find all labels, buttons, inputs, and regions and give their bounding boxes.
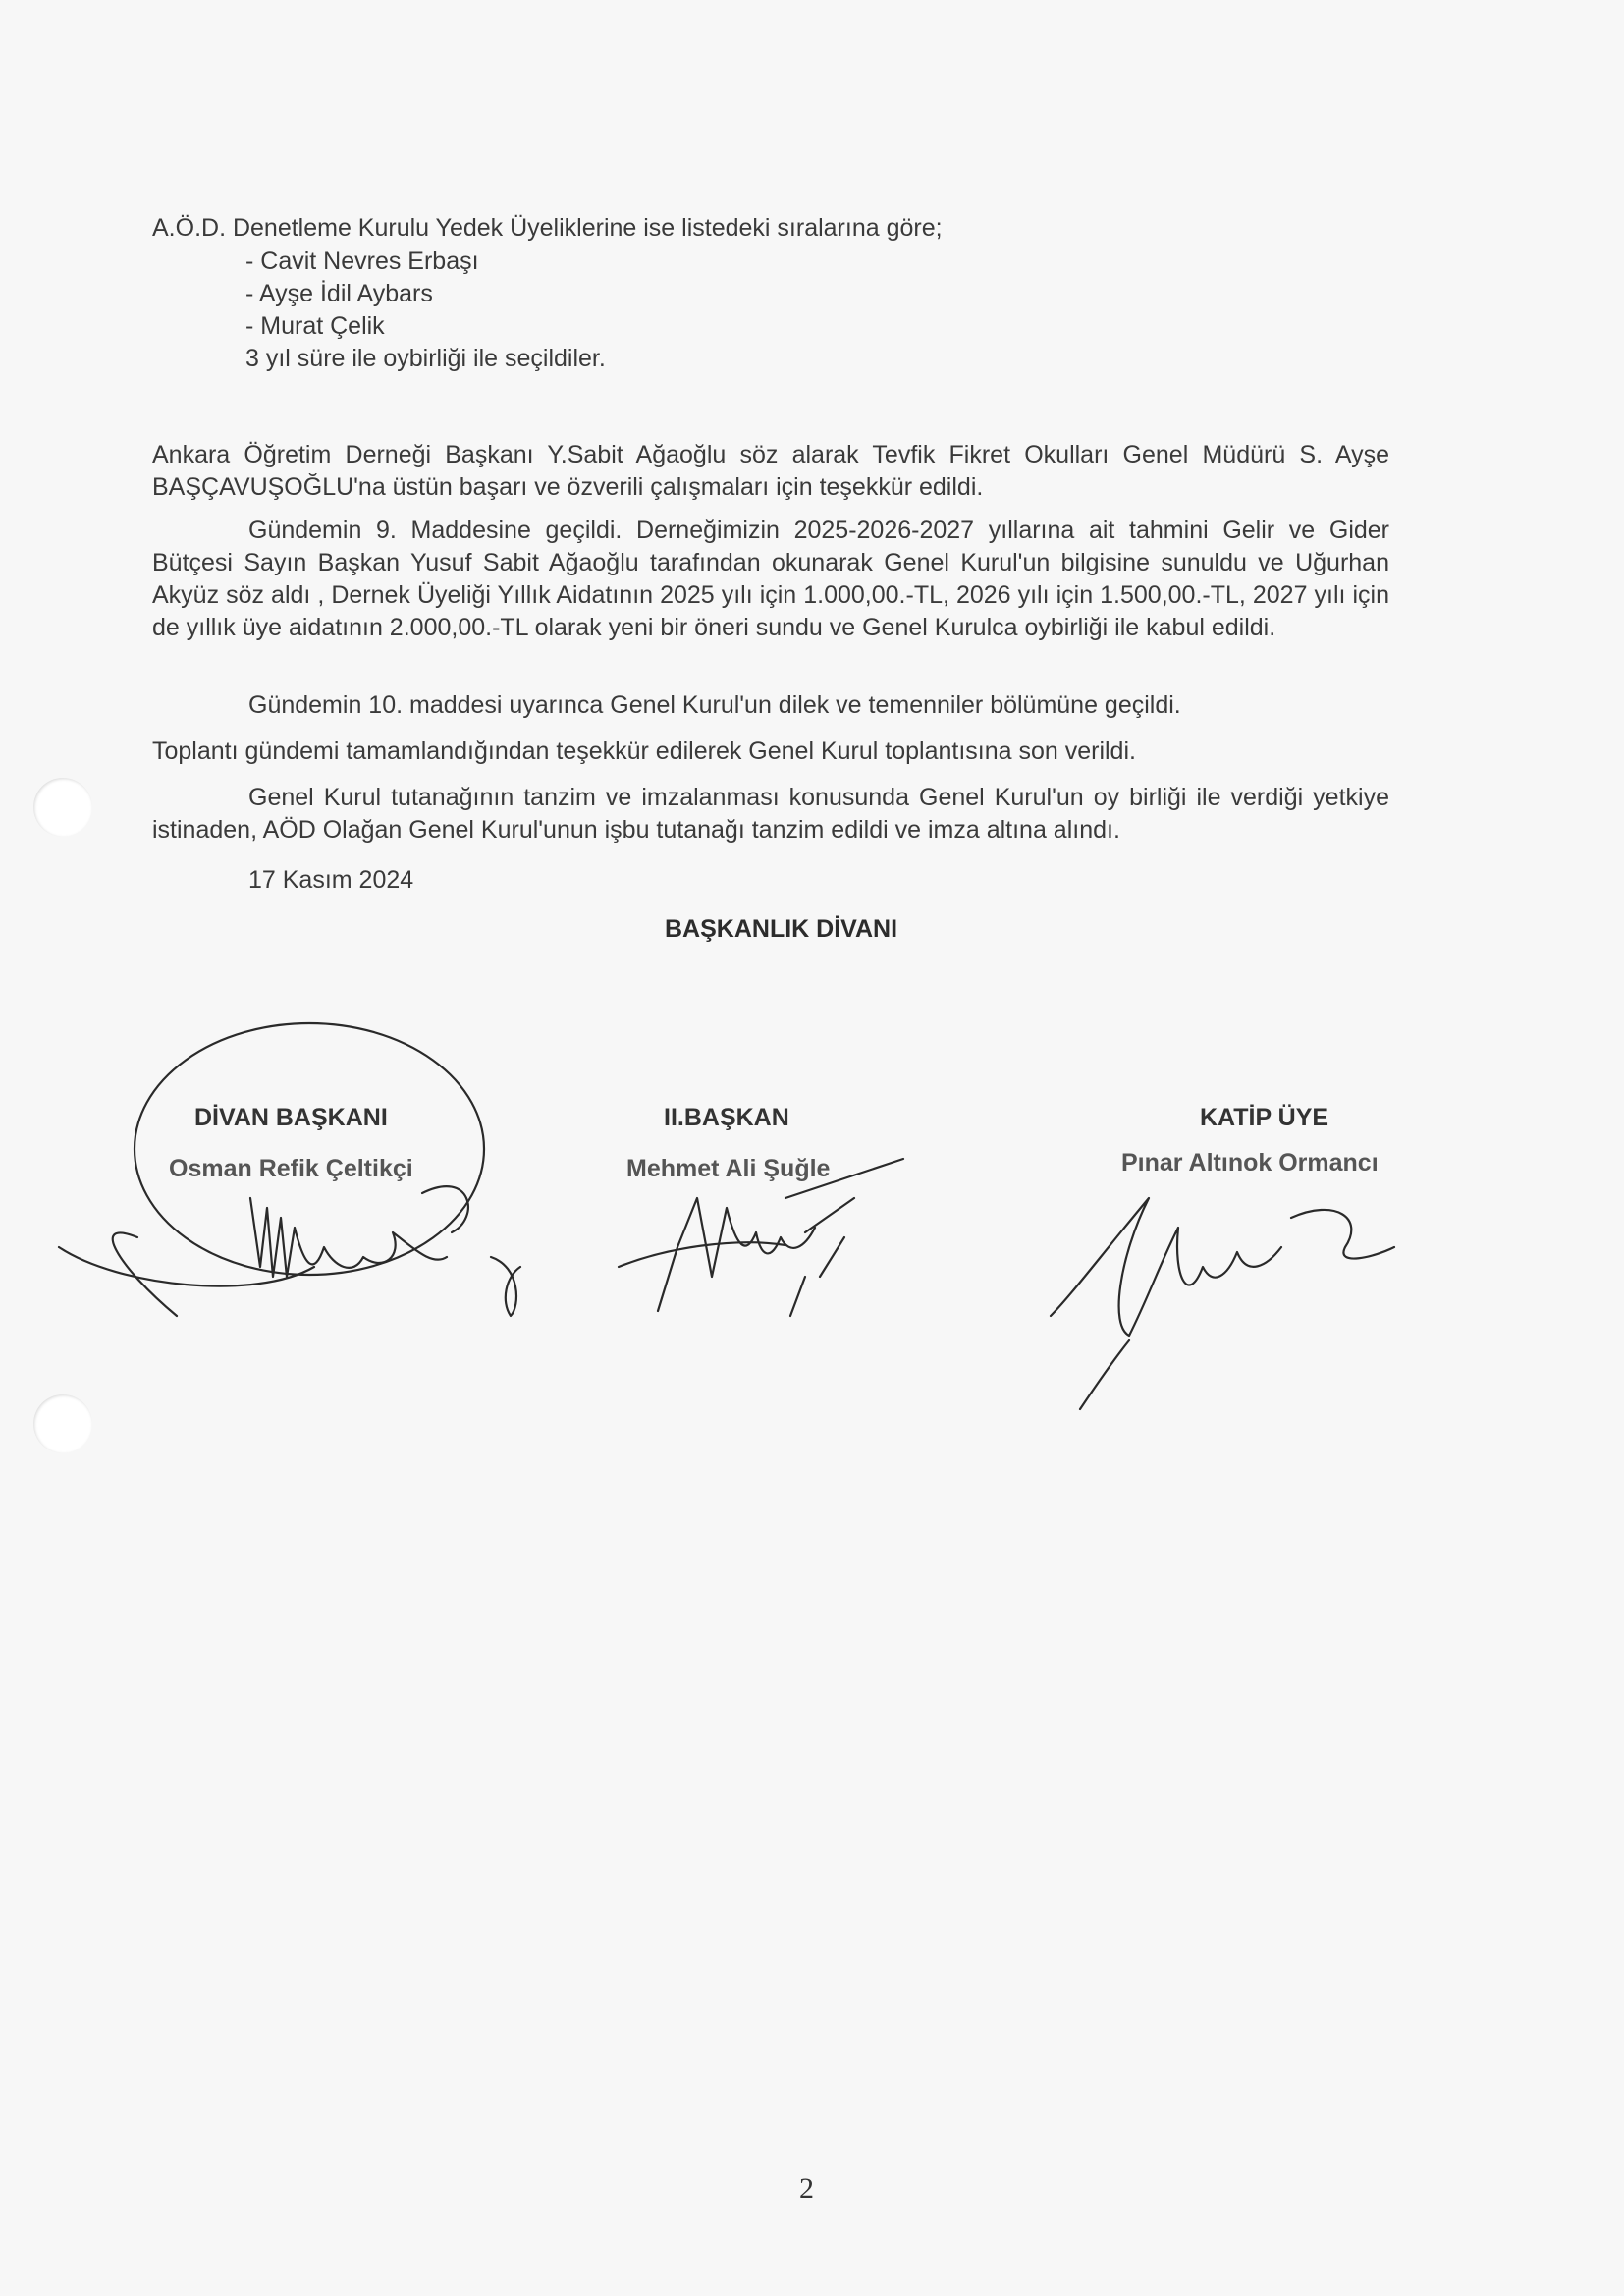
thanks-paragraph: Ankara Öğretim Derneği Başkanı Y.Sabit Ağaoğlu söz alarak Tevfik Fikret Okulları Genel Müdürü S. Ayşe BAŞÇAVUŞOĞLU'na üstün başarı ve özverili çalışmaları için teşekkür edildi.	[152, 441, 1389, 501]
signature-osman-refik-celtikci	[59, 1021, 569, 1316]
signature-pinar-altinok-ormanci	[1041, 1159, 1414, 1414]
signatory-title: DİVAN BAŞKANI	[194, 1104, 388, 1131]
signatory-title: KATİP ÜYE	[1200, 1104, 1329, 1131]
closing-paragraph: Toplantı gündemi tamamlandığından teşekkür edilerek Genel Kurul toplantısına son verildi.	[152, 738, 1136, 765]
signatory-name: Mehmet Ali Şuğle	[626, 1155, 831, 1182]
auditor-member: - Ayşe İdil Aybars	[245, 280, 433, 307]
document-date: 17 Kasım 2024	[248, 866, 414, 894]
auditor-member: - Murat Çelik	[245, 312, 385, 340]
auditors-intro: A.Ö.D. Denetleme Kurulu Yedek Üyeliklerine ise listedeki sıralarına göre;	[152, 214, 943, 242]
signature-mehmet-ali-sugle	[609, 1139, 903, 1336]
signatory-title: II.BAŞKAN	[664, 1104, 789, 1131]
agenda-item-9-paragraph: Gündemin 9. Maddesine geçildi. Derneğimizin 2025-2026-2027 yıllarına ait tahmini Gelir ve Gider Bütçesi Sayın Başkan Yusuf Sabit Ağaoğlu tarafından okunarak Genel Kurul'un bilgisine sunuldu ve Uğurhan Akyüz söz aldı , Dernek Üyeliği Yıllık Aidatının 2025 yılı için 1.000,00.-TL, 2026 yılı için 1.500,00.-TL, 2027 yılı için de yıllık üye aidatının 2.000,00.-TL olarak yeni bir öneri sundu ve Genel Kurulca oybirliği ile kabul edildi.	[152, 517, 1389, 641]
auditors-result: 3 yıl süre ile oybirliği ile seçildiler.	[245, 345, 606, 372]
agenda-item-10-paragraph: Gündemin 10. maddesi uyarınca Genel Kurul'un dilek ve temenniler bölümüne geçildi.	[248, 691, 1181, 719]
punch-hole	[33, 778, 92, 837]
punch-hole	[33, 1394, 92, 1453]
signatory-name: Pınar Altınok Ormancı	[1121, 1149, 1379, 1176]
authority-paragraph: Genel Kurul tutanağının tanzim ve imzalanması konusunda Genel Kurul'un oy birliği ile verdiği yetkiye istinaden, AÖD Olağan Genel Kurul'unun işbu tutanağı tanzim edildi ve imza altına alındı.	[152, 784, 1389, 844]
board-title: BAŞKANLIK DİVANI	[665, 915, 898, 943]
auditor-member: - Cavit Nevres Erbaşı	[245, 247, 479, 275]
page-number: 2	[799, 2172, 814, 2205]
signatory-name: Osman Refik Çeltikçi	[169, 1155, 413, 1182]
